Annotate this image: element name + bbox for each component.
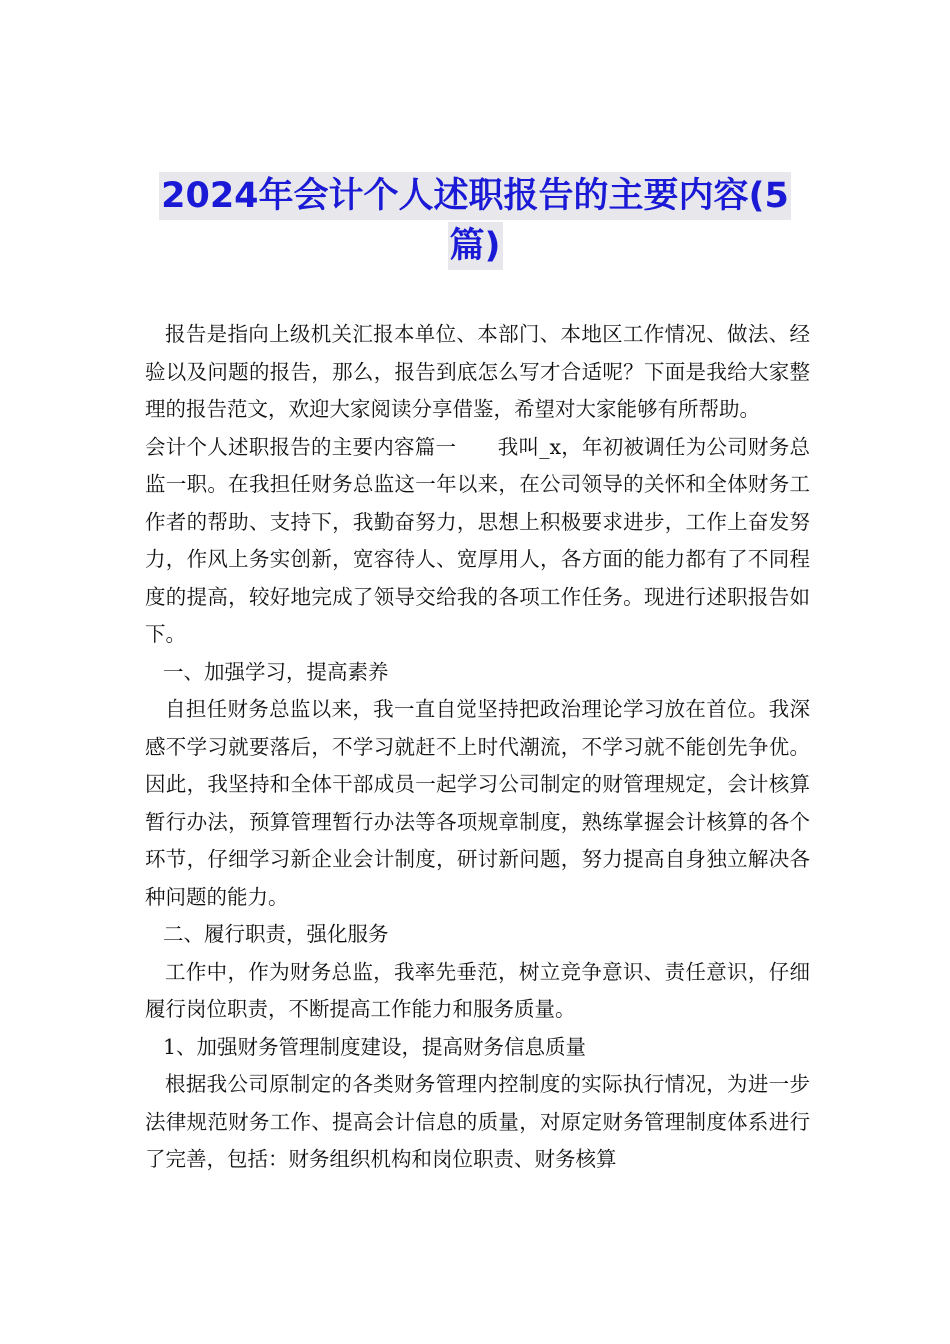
heading-duty: 二、履行职责，强化服务	[163, 922, 389, 946]
section-one-paragraph: 会计个人述职报告的主要内容篇一 我叫_x，年初被调任为公司财务总监一职。在我担任财务总监这一年以来，在公司领导的关怀和全体财务工作者的帮助、支持下，我勤奋努力，思想上积极要求进步，工作上奋发努力，作风上务实创新，宽容待人、宽厚用人，各方面的能力都有了不同程度的提高，较好地完成了领导交给我的各项工作任务。现进行述职报告如下。	[145, 434, 810, 646]
system-paragraph: 根据我公司原制定的各类财务管理内控制度的实际执行情况，为进一步法律规范财务工作、提高会计信息的质量，对原定财务管理制度体系进行了完善，包括：财务组织机构和岗位职责、财务核算	[145, 1072, 810, 1171]
study-paragraph: 自担任财务总监以来，我一直自觉坚持把政治理论学习放在首位。我深感不学习就要落后，不学习就赶不上时代潮流，不学习就不能创先争优。因此，我坚持和全体干部成员一起学习公司制定的财管理规定，会计核算暂行办法，预算管理暂行办法等各项规章制度，熟练掌握会计核算的各个环节，仔细学习新企业会计制度，研讨新问题，努力提高自身独立解决各种问题的能力。	[145, 697, 810, 909]
title-line-2: 篇)	[448, 222, 503, 270]
heading-study: 一、加强学习，提高素养	[163, 659, 389, 684]
document-body	[145, 316, 810, 1179]
duty-paragraph: 工作中，作为财务总监，我率先垂范，树立竞争意识、责任意识，仔细履行岗位职责，不断提高工作能力和服务质量。	[145, 959, 810, 1021]
title-line-1: 2024年会计个人述职报告的主要内容(5	[159, 172, 791, 220]
intro-paragraph: 报告是指向上级机关汇报本单位、本部门、本地区工作情况、做法、经验以及问题的报告，那么，报告到底怎么写才合适呢？下面是我给大家整理的报告范文，欢迎大家阅读分享借鉴，希望对大家能够有所帮助。	[145, 322, 810, 421]
heading-system: 1、加强财务管理制度建设，提高财务信息质量	[163, 1034, 587, 1059]
document-title	[130, 172, 820, 272]
